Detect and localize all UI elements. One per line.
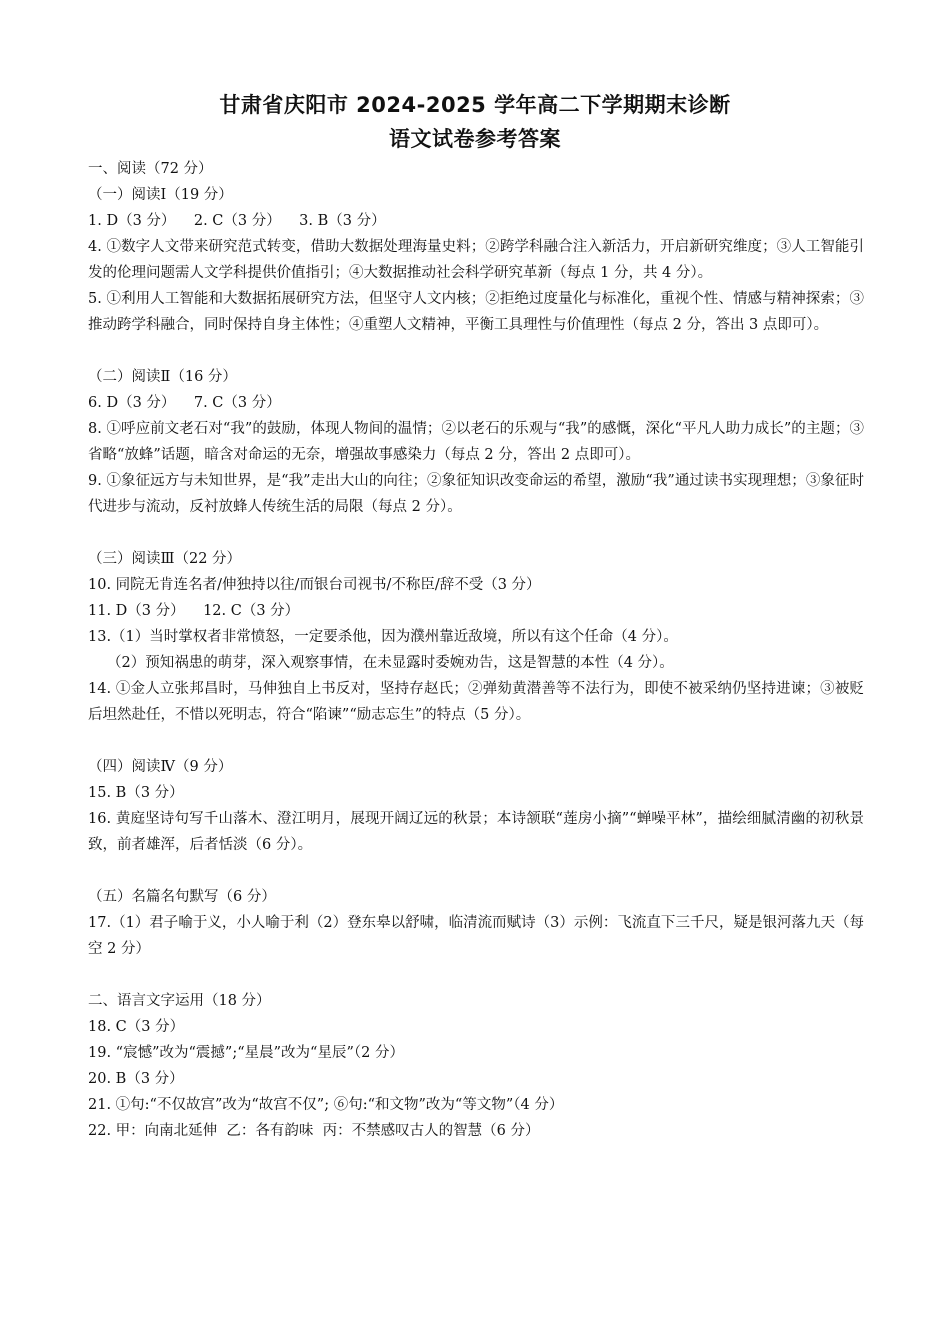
answer-20: 20. B（3 分） [88, 1071, 184, 1087]
answer-18: 18. C（3 分） [88, 1019, 185, 1035]
answer-11-12: 11. D（3 分） 12. C（3 分） [88, 603, 300, 619]
answer-4: 4. ①数字人文带来研究范式转变，借助大数据处理海量史料；②跨学科融合注入新活力，开启新研究维度；③人工智能引发的伦理问题需人文学科提供价值指引；④大数据推动社会科学研究革新（每点 1 分，共 4 分）。 [88, 239, 864, 281]
answer-8: 8. ①呼应前文老石对“我”的鼓励，体现人物间的温情；②以老石的乐观与“我”的感慨，深化“平凡人助力成长”的主题；③省略“放蜂”话题，暗含对命运的无奈，增强故事感染力（每点 2 分，答出 2 点即可）。 [88, 421, 864, 463]
section-heading-language-use: 二、语言文字运用（18 分） [88, 993, 271, 1009]
spacer [88, 962, 864, 988]
answer-10: 10. 同院无肯连名者/伸独持以往/而银台司视书/不称臣/辞不受（3 分） [88, 577, 541, 593]
answer-21: 21. ①句:“不仅故宫”改为“故宫不仅”; ⑥句:“和文物”改为“等文物”（4 分） [88, 1097, 564, 1113]
answer-19: 19. “宸憾”改为“震撼”;“星晨”改为“星辰”（2 分） [88, 1045, 404, 1061]
spacer [88, 338, 864, 364]
answer-1-3: 1. D（3 分） 2. C（3 分） 3. B（3 分） [88, 213, 386, 229]
subsection-heading-reading-3: （三）阅读Ⅲ（22 分） [88, 551, 242, 567]
subsection-heading-reading-1: （一）阅读Ⅰ（19 分） [88, 187, 233, 203]
answer-content [88, 156, 864, 1144]
section-heading-reading: 一、阅读（72 分） [88, 161, 213, 177]
answer-5: 5. ①利用人工智能和大数据拓展研究方法，但坚守人文内核；②拒绝过度量化与标准化，重视个性、情感与精神探索；③推动跨学科融合，同时保持自身主体性；④重塑人文精神，平衡工具理性与价值理性（每点 2 分，答出 3 点即可）。 [88, 291, 864, 333]
subsection-heading-dictation: （五）名篇名句默写（6 分） [88, 889, 276, 905]
answer-6-7: 6. D（3 分） 7. C（3 分） [88, 395, 281, 411]
subsection-heading-reading-4: （四）阅读Ⅳ（9 分） [88, 759, 233, 775]
document-title: 甘肃省庆阳市 2024-2025 学年高二下学期期末诊断 [219, 93, 731, 117]
answer-15: 15. B（3 分） [88, 785, 184, 801]
spacer [88, 728, 864, 754]
answer-17: 17.（1）君子喻于义，小人喻于利（2）登东皋以舒啸，临清流而赋诗（3）示例：飞流直下三千尺，疑是银河落九天（每空 2 分） [88, 915, 864, 957]
answer-22: 22. 甲：向南北延伸 乙：各有韵味 丙：不禁感叹古人的智慧（6 分） [88, 1123, 540, 1139]
answer-13-part-1: 13.（1）当时掌权者非常愤怒，一定要杀他，因为濮州靠近敌境，所以有这个任命（4 分）。 [88, 629, 678, 645]
answer-16: 16. 黄庭坚诗句写千山落木、澄江明月，展现开阔辽远的秋景；本诗颔联“莲房小摘”“蝉噪平林”，描绘细腻清幽的初秋景致，前者雄浑，后者恬淡（6 分）。 [88, 811, 864, 853]
answer-9: 9. ①象征远方与未知世界，是“我”走出大山的向往；②象征知识改变命运的希望，激励“我”通过读书实现理想；③象征时代进步与流动，反衬放蜂人传统生活的局限（每点 2 分）。 [88, 473, 864, 515]
document-subtitle: 语文试卷参考答案 [389, 127, 561, 151]
answer-13-part-2: （2）预知祸患的萌芽，深入观察事情，在未显露时委婉劝告，这是智慧的本性（4 分）。 [107, 655, 674, 671]
spacer [88, 858, 864, 884]
subsection-heading-reading-2: （二）阅读Ⅱ（16 分） [88, 369, 237, 385]
spacer [88, 520, 864, 546]
answer-14: 14. ①金人立张邦昌时，马伸独自上书反对，坚持存赵氏；②弹劾黄潜善等不法行为，即使不被采纳仍坚持进谏；③被贬后坦然赴任，不惜以死明志，符合“陷谏”“励志忘生”的特点（5 分）。 [88, 681, 864, 723]
